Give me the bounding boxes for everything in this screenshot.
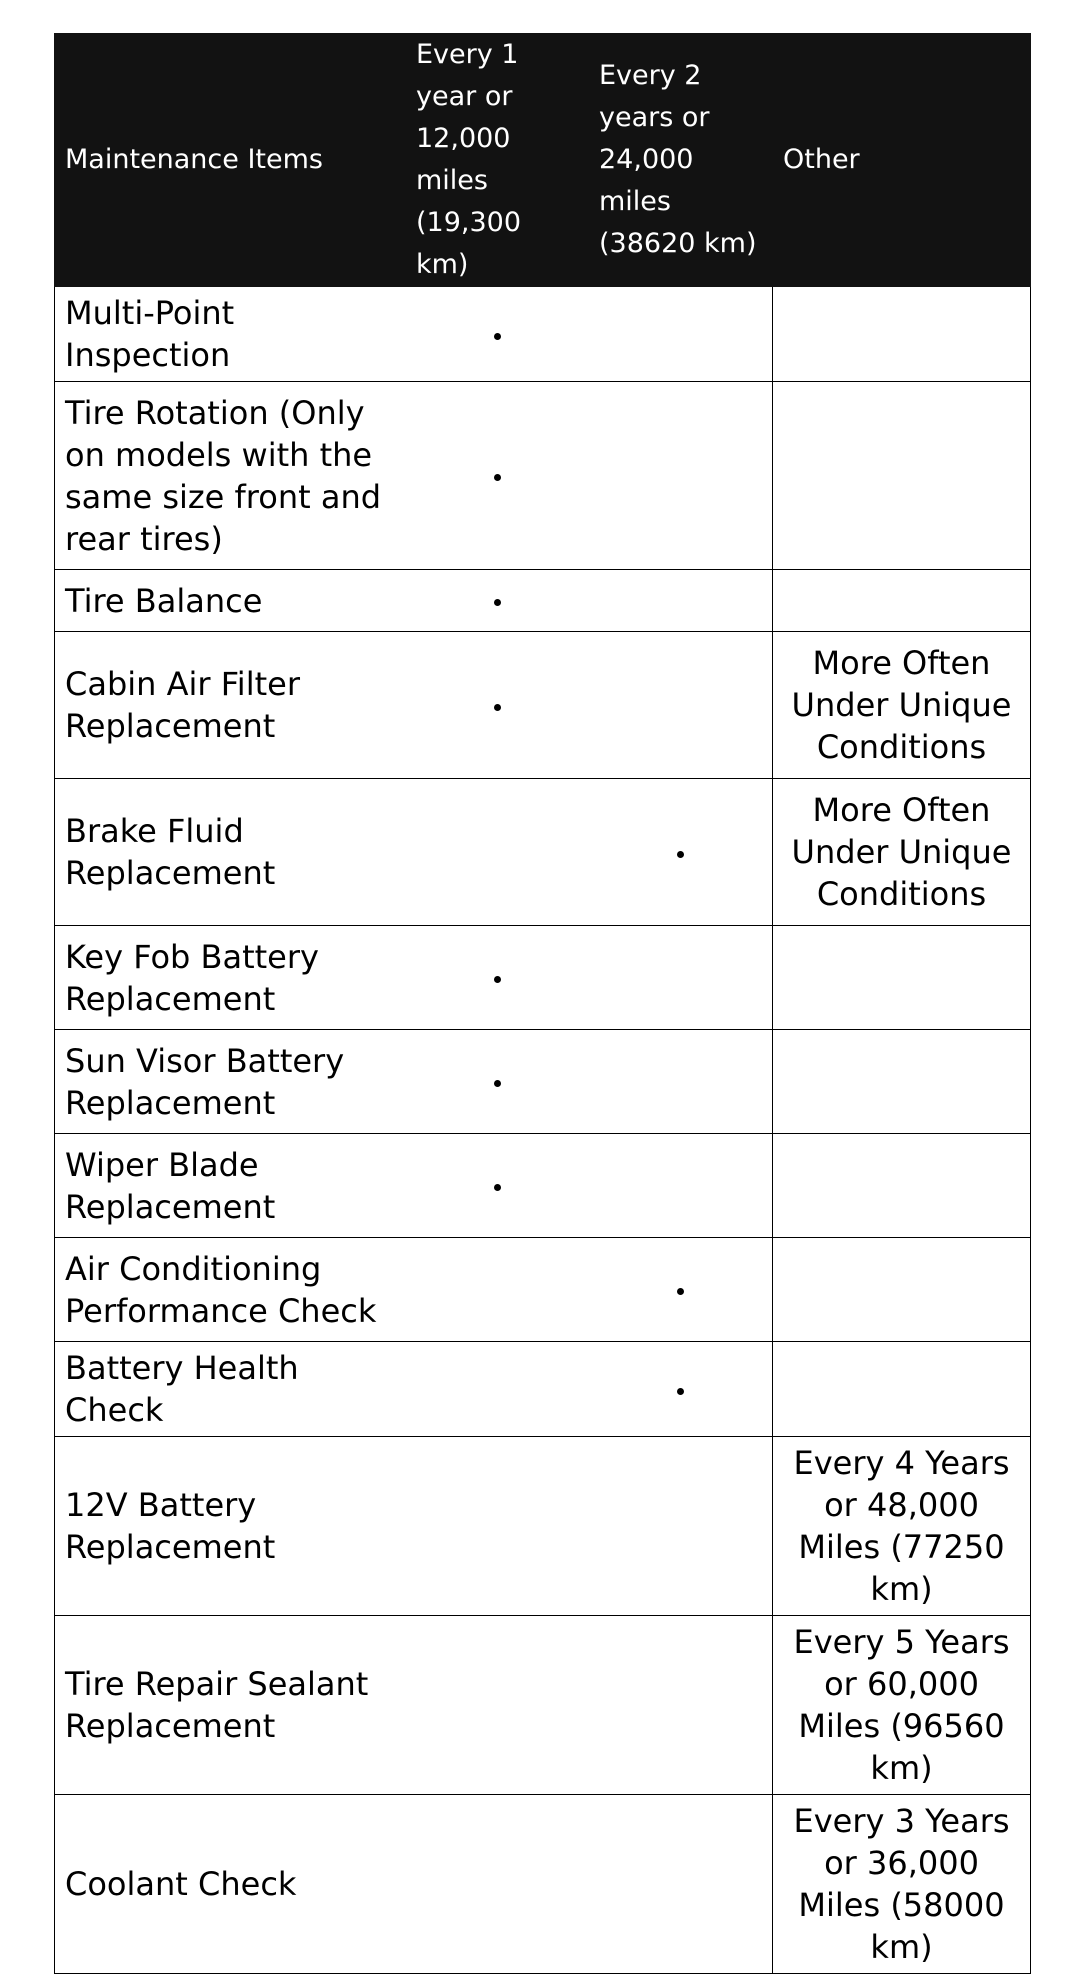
every-2-years-cell	[589, 1795, 773, 1974]
every-2-years-cell	[589, 779, 773, 926]
table-row	[55, 779, 1031, 926]
every-1-year-cell	[406, 287, 589, 382]
every-1-year-cell	[406, 632, 589, 779]
check-dot-icon	[494, 474, 501, 481]
every-2-years-cell	[589, 570, 773, 632]
item-name-cell: Battery Health Check	[55, 1342, 406, 1437]
every-1-year-cell	[406, 1134, 589, 1238]
table-row	[55, 287, 1031, 382]
item-name-cell: Wiper Blade Replacement	[55, 1134, 406, 1238]
item-name-cell: Coolant Check	[55, 1795, 406, 1974]
check-dot-icon	[677, 851, 684, 858]
other-cell: Every 4 Years or 48,000 Miles (77250 km)	[773, 1437, 1031, 1616]
other-cell	[773, 570, 1031, 632]
check-dot-icon	[494, 599, 501, 606]
every-2-years-cell	[589, 1616, 773, 1795]
header-every-2-years: Every 2 years or 24,000 miles (38620 km)	[589, 34, 773, 287]
every-2-years-cell	[589, 287, 773, 382]
every-2-years-cell	[589, 1238, 773, 1342]
maintenance-schedule-table	[54, 33, 1031, 1974]
item-name-cell: Tire Rotation (Only on models with the same size front and rear tires)	[55, 382, 406, 570]
table-row	[55, 1342, 1031, 1437]
maintenance-table-container	[54, 33, 1030, 1974]
every-2-years-cell	[589, 1437, 773, 1616]
header-every-1-year: Every 1 year or 12,000 miles (19,300 km)	[406, 34, 589, 287]
every-1-year-cell	[406, 1030, 589, 1134]
other-cell	[773, 287, 1031, 382]
item-name-cell: Multi-Point Inspection	[55, 287, 406, 382]
header-maintenance-items: Maintenance Items	[55, 34, 406, 287]
other-cell: Every 3 Years or 36,000 Miles (58000 km)	[773, 1795, 1031, 1974]
table-row	[55, 1238, 1031, 1342]
header-other: Other	[773, 34, 1031, 287]
every-2-years-cell	[589, 1134, 773, 1238]
every-1-year-cell	[406, 1795, 589, 1974]
header-row	[55, 34, 1031, 287]
other-cell: More Often Under Unique Conditions	[773, 632, 1031, 779]
every-2-years-cell	[589, 382, 773, 570]
every-1-year-cell	[406, 1437, 589, 1616]
every-1-year-cell	[406, 779, 589, 926]
check-dot-icon	[494, 976, 501, 983]
table-row	[55, 570, 1031, 632]
item-name-cell: Tire Balance	[55, 570, 406, 632]
check-dot-icon	[494, 1080, 501, 1087]
every-1-year-cell	[406, 1616, 589, 1795]
item-name-cell: Air Conditioning Performance Check	[55, 1238, 406, 1342]
check-dot-icon	[494, 1184, 501, 1191]
table-header	[55, 34, 1031, 287]
every-1-year-cell	[406, 570, 589, 632]
every-2-years-cell	[589, 926, 773, 1030]
table-row	[55, 1437, 1031, 1616]
every-1-year-cell	[406, 926, 589, 1030]
every-2-years-cell	[589, 632, 773, 779]
other-cell	[773, 926, 1031, 1030]
table-row	[55, 1134, 1031, 1238]
other-cell	[773, 1342, 1031, 1437]
table-row	[55, 1030, 1031, 1134]
every-1-year-cell	[406, 1342, 589, 1437]
table-body	[55, 287, 1031, 1974]
table-row	[55, 382, 1031, 570]
table-row	[55, 632, 1031, 779]
check-dot-icon	[494, 704, 501, 711]
other-cell: More Often Under Unique Conditions	[773, 779, 1031, 926]
item-name-cell: Key Fob Battery Replacement	[55, 926, 406, 1030]
other-cell	[773, 1238, 1031, 1342]
table-row	[55, 1795, 1031, 1974]
check-dot-icon	[677, 1288, 684, 1295]
item-name-cell: 12V Battery Replacement	[55, 1437, 406, 1616]
every-2-years-cell	[589, 1342, 773, 1437]
other-cell	[773, 1134, 1031, 1238]
item-name-cell: Cabin Air Filter Replacement	[55, 632, 406, 779]
table-row	[55, 926, 1031, 1030]
every-1-year-cell	[406, 382, 589, 570]
item-name-cell: Sun Visor Battery Replacement	[55, 1030, 406, 1134]
other-cell: Every 5 Years or 60,000 Miles (96560 km)	[773, 1616, 1031, 1795]
check-dot-icon	[494, 333, 501, 340]
every-1-year-cell	[406, 1238, 589, 1342]
check-dot-icon	[677, 1388, 684, 1395]
other-cell	[773, 382, 1031, 570]
table-row	[55, 1616, 1031, 1795]
every-2-years-cell	[589, 1030, 773, 1134]
item-name-cell: Brake Fluid Replacement	[55, 779, 406, 926]
item-name-cell: Tire Repair Sealant Replacement	[55, 1616, 406, 1795]
other-cell	[773, 1030, 1031, 1134]
